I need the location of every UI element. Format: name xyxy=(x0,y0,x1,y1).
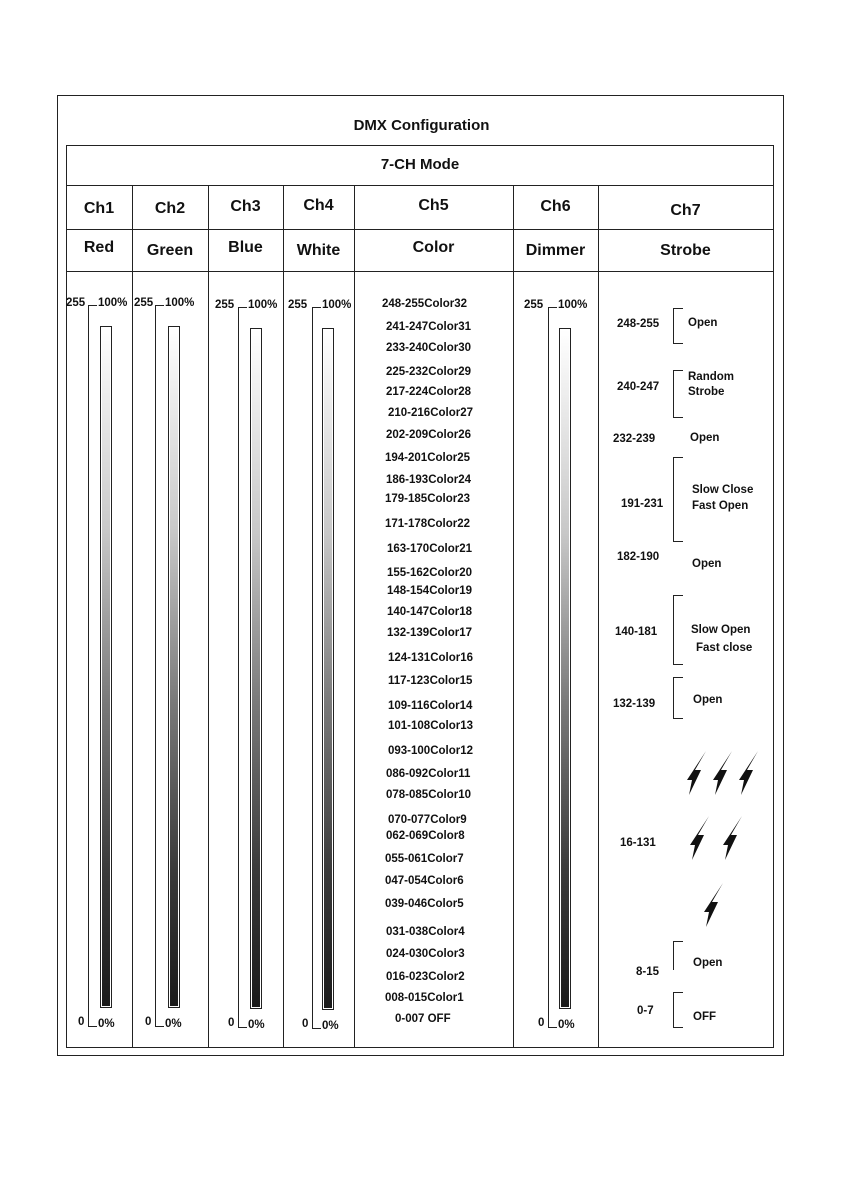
scale-top-percent: 100% xyxy=(322,299,352,311)
intensity-gradient xyxy=(252,330,260,1007)
frame-left xyxy=(57,95,58,1056)
color-entry: 171-178Color22 xyxy=(385,518,471,530)
lightning-bolt-icon xyxy=(722,815,746,861)
scale-bottom-percent: 0% xyxy=(558,1019,575,1031)
table-left xyxy=(66,145,67,1048)
function-divider xyxy=(66,271,774,272)
color-entry: 233-240Color30 xyxy=(386,342,472,354)
scale-top-percent: 100% xyxy=(165,297,195,309)
strobe-description: Fast close xyxy=(696,642,753,654)
color-entry: 186-193Color24 xyxy=(386,474,472,486)
scale-bottom-tick xyxy=(88,1026,97,1027)
strobe-bracket xyxy=(673,677,674,718)
scale-top-value: 255 xyxy=(288,299,308,311)
strobe-range: 140-181 xyxy=(615,626,658,638)
strobe-bracket xyxy=(673,370,674,417)
scale-top-tick xyxy=(88,305,97,306)
color-entry: 241-247Color31 xyxy=(386,321,472,333)
scale-top-tick xyxy=(548,307,557,308)
color-entry: 047-054Color6 xyxy=(385,875,464,887)
scale-bottom-percent: 0% xyxy=(98,1018,115,1030)
strobe-bracket-tick xyxy=(673,664,683,665)
frame-right xyxy=(783,95,784,1056)
color-entry: 062-069Color8 xyxy=(386,830,465,842)
color-entry: 031-038Color4 xyxy=(386,926,465,938)
scale-axis xyxy=(548,307,549,1027)
strobe-bracket-tick xyxy=(673,308,683,309)
ch1-label: Ch1 xyxy=(83,200,115,217)
ch5-function: Color xyxy=(412,239,455,256)
ch6-function: Dimmer xyxy=(525,242,586,259)
table-top xyxy=(66,145,774,146)
scale-bottom-percent: 0% xyxy=(165,1018,182,1030)
strobe-description: Slow Close xyxy=(692,484,754,496)
strobe-description: OFF xyxy=(693,1011,716,1023)
ch4-function: White xyxy=(296,242,341,259)
color-entry: 225-232Color29 xyxy=(386,366,472,378)
color-entry: 101-108Color13 xyxy=(388,720,474,732)
strobe-range: 16-131 xyxy=(620,837,656,849)
color-entry: 093-100Color12 xyxy=(388,745,474,757)
scale-top-tick xyxy=(238,307,247,308)
scale-top-percent: 100% xyxy=(558,299,588,311)
strobe-description: Slow Open xyxy=(691,624,751,636)
frame-top xyxy=(57,95,784,96)
intensity-gradient xyxy=(324,330,332,1008)
mode-divider xyxy=(66,185,774,186)
strobe-bracket-tick xyxy=(673,1027,683,1028)
strobe-bracket xyxy=(673,941,674,970)
ch3-label: Ch3 xyxy=(230,198,261,215)
scale-bottom-value: 0 xyxy=(78,1016,85,1028)
strobe-description: Open xyxy=(692,558,722,570)
ch2-label: Ch2 xyxy=(154,200,186,217)
strobe-bracket xyxy=(673,457,674,541)
strobe-description: Open xyxy=(690,432,720,444)
color-entry: 086-092Color11 xyxy=(386,768,471,780)
col-sep xyxy=(354,185,355,1047)
scale-top-value: 255 xyxy=(524,299,544,311)
strobe-description: Open xyxy=(693,694,723,706)
color-entry: 210-216Color27 xyxy=(388,407,474,419)
intensity-bar xyxy=(168,326,180,1008)
strobe-bracket-tick xyxy=(673,677,683,678)
lightning-bolt-icon xyxy=(689,815,713,861)
strobe-bracket-tick xyxy=(673,457,683,458)
ch7-label: Ch7 xyxy=(670,202,701,219)
lightning-bolt-icon xyxy=(686,750,710,796)
channel-divider xyxy=(66,229,774,230)
strobe-bracket-tick xyxy=(673,541,683,542)
scale-top-tick xyxy=(312,307,321,308)
scale-top-value: 255 xyxy=(215,299,235,311)
strobe-description: Open xyxy=(688,317,718,329)
scale-top-percent: 100% xyxy=(98,297,128,309)
strobe-bracket-tick xyxy=(673,370,683,371)
scale-axis xyxy=(88,305,89,1026)
color-entry: 109-116Color14 xyxy=(388,700,473,712)
color-entry: 155-162Color20 xyxy=(387,567,473,579)
scale-bottom-value: 0 xyxy=(302,1018,309,1030)
strobe-bracket-tick xyxy=(673,343,683,344)
strobe-description: Random xyxy=(688,371,734,383)
strobe-range: 232-239 xyxy=(613,433,656,445)
col-sep xyxy=(513,185,514,1047)
color-entry: 140-147Color18 xyxy=(387,606,473,618)
scale-top-value: 255 xyxy=(66,297,86,309)
strobe-bracket-tick xyxy=(673,417,683,418)
color-entry: 202-209Color26 xyxy=(386,429,472,441)
intensity-bar xyxy=(559,328,571,1009)
col-sep xyxy=(208,185,209,1047)
color-entry: 217-224Color28 xyxy=(386,386,472,398)
strobe-range: 0-7 xyxy=(637,1005,654,1017)
ch2-function: Green xyxy=(146,242,194,259)
color-entry: 078-085Color10 xyxy=(386,789,472,801)
color-entry: 070-077Color9 xyxy=(388,814,467,826)
ch5-label: Ch5 xyxy=(418,197,449,214)
strobe-range: 248-255 xyxy=(617,318,660,330)
scale-bottom-percent: 0% xyxy=(322,1020,339,1032)
intensity-bar xyxy=(100,326,112,1008)
scale-bottom-tick xyxy=(548,1027,557,1028)
scale-top-percent: 100% xyxy=(248,299,278,311)
ch6-label: Ch6 xyxy=(540,198,571,215)
color-entry: 194-201Color25 xyxy=(385,452,471,464)
strobe-bracket-tick xyxy=(673,992,683,993)
ch1-function: Red xyxy=(83,239,115,256)
color-entry: 179-185Color23 xyxy=(385,493,471,505)
strobe-range: 240-247 xyxy=(617,381,660,393)
strobe-bracket xyxy=(673,595,674,664)
table-bottom xyxy=(66,1047,774,1048)
lightning-bolt-icon xyxy=(712,750,736,796)
strobe-range: 191-231 xyxy=(621,498,664,510)
scale-bottom-tick xyxy=(155,1026,164,1027)
scale-bottom-value: 0 xyxy=(145,1016,152,1028)
strobe-bracket-tick xyxy=(673,595,683,596)
scale-bottom-value: 0 xyxy=(538,1017,545,1029)
scale-top-tick xyxy=(155,305,164,306)
color-entry: 148-154Color19 xyxy=(387,585,473,597)
ch4-label: Ch4 xyxy=(303,197,334,214)
color-entry: 248-255Color32 xyxy=(382,298,468,310)
scale-axis xyxy=(238,307,239,1027)
table-right xyxy=(773,145,774,1048)
lightning-bolt-icon xyxy=(738,750,762,796)
strobe-range: 132-139 xyxy=(613,698,656,710)
scale-top-value: 255 xyxy=(134,297,154,309)
scale-bottom-tick xyxy=(238,1027,247,1028)
lightning-bolt-icon xyxy=(703,882,727,928)
color-entry: 024-030Color3 xyxy=(386,948,465,960)
col-sep xyxy=(598,185,599,1047)
strobe-description: Open xyxy=(693,957,723,969)
scale-axis xyxy=(155,305,156,1026)
intensity-gradient xyxy=(170,328,178,1006)
strobe-description: Fast Open xyxy=(692,500,749,512)
strobe-bracket xyxy=(673,308,674,343)
color-entry: 117-123Color15 xyxy=(388,675,473,687)
intensity-bar xyxy=(250,328,262,1009)
ch3-function: Blue xyxy=(228,239,263,256)
intensity-gradient xyxy=(102,328,110,1006)
strobe-range: 182-190 xyxy=(617,551,660,563)
color-entry: 008-015Color1 xyxy=(385,992,464,1004)
strobe-bracket xyxy=(673,992,674,1027)
intensity-bar xyxy=(322,328,334,1010)
color-entry: 124-131Color16 xyxy=(388,652,474,664)
col-sep xyxy=(132,185,133,1047)
strobe-bracket-tick xyxy=(673,941,683,942)
mode-title: 7-CH Mode xyxy=(380,156,460,173)
color-entry: 055-061Color7 xyxy=(385,853,464,865)
color-entry: 016-023Color2 xyxy=(386,971,465,983)
scale-bottom-value: 0 xyxy=(228,1017,235,1029)
strobe-description: Strobe xyxy=(688,386,725,398)
intensity-gradient xyxy=(561,330,569,1007)
color-entry: 0-007 OFF xyxy=(395,1013,451,1025)
scale-bottom-percent: 0% xyxy=(248,1019,265,1031)
strobe-range: 8-15 xyxy=(636,966,660,978)
color-entry: 132-139Color17 xyxy=(387,627,473,639)
color-entry: 163-170Color21 xyxy=(387,543,473,555)
color-entry: 039-046Color5 xyxy=(385,898,464,910)
scale-bottom-tick xyxy=(312,1028,321,1029)
frame-bottom xyxy=(57,1055,784,1056)
col-sep xyxy=(283,185,284,1047)
page-title: DMX Configuration xyxy=(353,117,490,134)
ch7-function: Strobe xyxy=(660,242,711,259)
strobe-bracket-tick xyxy=(673,718,683,719)
scale-axis xyxy=(312,307,313,1028)
